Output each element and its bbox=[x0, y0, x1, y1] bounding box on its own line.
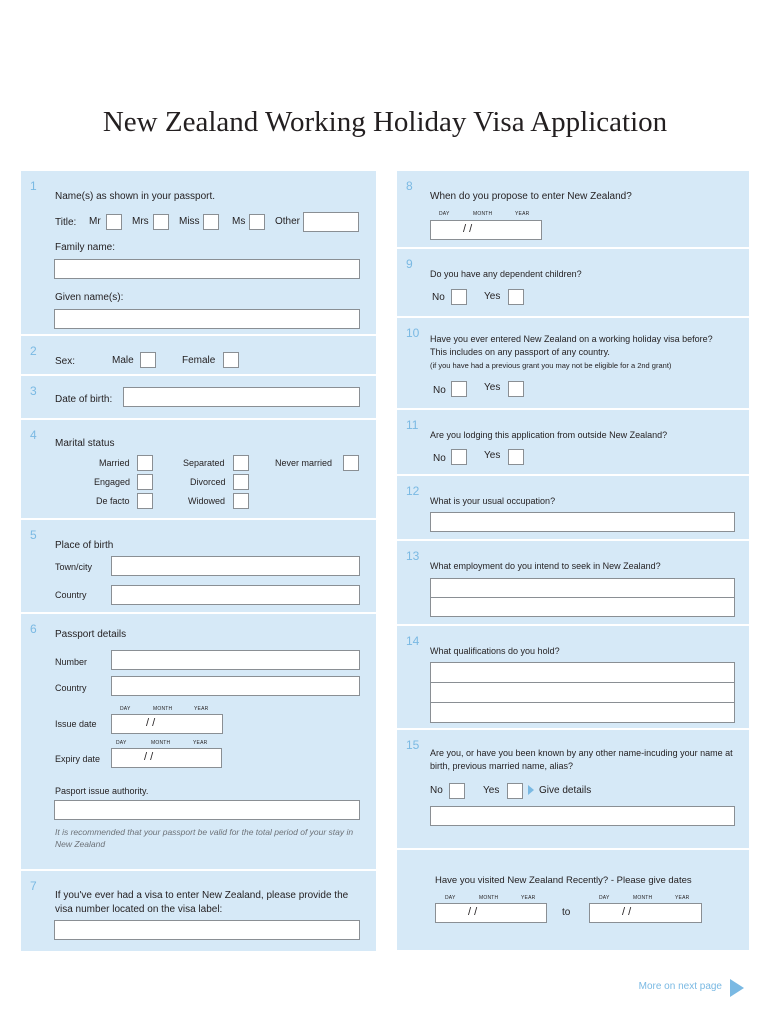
title-miss-checkbox[interactable] bbox=[203, 214, 219, 230]
arrow-right-icon bbox=[528, 785, 534, 795]
married-label: Married bbox=[99, 458, 130, 468]
section-number: 7 bbox=[30, 879, 37, 893]
expiry-date-label: Expiry date bbox=[55, 754, 101, 764]
section-number: 10 bbox=[406, 326, 420, 340]
married-checkbox[interactable] bbox=[137, 455, 153, 471]
section-15-other-names bbox=[397, 730, 749, 850]
section-13-employment bbox=[397, 541, 749, 626]
section-2-sex bbox=[21, 336, 376, 376]
section-8-entry-date bbox=[397, 171, 749, 249]
children-question: Do you have any dependent children? bbox=[430, 269, 582, 279]
section-number: 4 bbox=[30, 428, 37, 442]
other-names-details-field[interactable] bbox=[430, 806, 735, 826]
issue-day-caption: DAY bbox=[120, 706, 131, 712]
section-number: 5 bbox=[30, 528, 37, 542]
title-other-field[interactable] bbox=[303, 212, 359, 232]
other-names-yes-checkbox[interactable] bbox=[507, 783, 523, 799]
entry-month-caption: MONTH bbox=[473, 211, 493, 217]
section-number: 2 bbox=[30, 344, 37, 358]
title-ms-label: Ms bbox=[232, 216, 246, 227]
give-details-text: Give details bbox=[539, 785, 592, 796]
lodging-no-label: No bbox=[433, 453, 446, 464]
date-separators: / / bbox=[463, 223, 473, 235]
children-yes-label: Yes bbox=[484, 291, 501, 302]
town-city-field[interactable] bbox=[111, 556, 360, 576]
passport-validity-note: It is recommended that your passport be valid for the total period of your stay in New Zealand bbox=[55, 827, 354, 849]
left-column bbox=[21, 171, 376, 951]
de-facto-label: De facto bbox=[96, 496, 130, 506]
section-1-names bbox=[21, 171, 376, 336]
occupation-field[interactable] bbox=[430, 512, 735, 532]
lodging-no-checkbox[interactable] bbox=[451, 449, 467, 465]
sex-label: Sex: bbox=[55, 356, 76, 367]
employment-field-2[interactable] bbox=[430, 597, 735, 617]
section-14-qualifications bbox=[397, 626, 749, 730]
section-number: 15 bbox=[406, 738, 420, 752]
separated-label: Separated bbox=[183, 458, 225, 468]
divorced-label: Divorced bbox=[190, 477, 226, 487]
given-names-label: Given name(s): bbox=[55, 292, 124, 303]
female-checkbox[interactable] bbox=[223, 352, 239, 368]
divorced-checkbox[interactable] bbox=[233, 474, 249, 490]
previous-whv-subtext: This includes on any passport of any country. bbox=[430, 347, 610, 357]
date-separators: / / bbox=[146, 717, 156, 729]
section-6-passport bbox=[21, 614, 376, 871]
title-other-label: Other bbox=[275, 216, 301, 227]
section-9-children bbox=[397, 249, 749, 318]
section-number: 12 bbox=[406, 484, 420, 498]
family-name-field[interactable] bbox=[54, 259, 360, 279]
date-separators: / / bbox=[468, 906, 478, 918]
other-names-question: Are you, or have you been known by any other name-incuding your name at birth, previous married name, alias? bbox=[430, 748, 733, 771]
children-yes-checkbox[interactable] bbox=[508, 289, 524, 305]
entry-date-field[interactable] bbox=[430, 220, 542, 240]
issue-date-field[interactable] bbox=[111, 714, 223, 734]
other-names-no-checkbox[interactable] bbox=[449, 783, 465, 799]
section-10-previous-whv bbox=[397, 318, 749, 410]
visit-from-date-field[interactable] bbox=[435, 903, 547, 923]
de-facto-checkbox[interactable] bbox=[137, 493, 153, 509]
previous-visa-question: If you've ever had a visa to enter New Zealand, please provide the visa number located on the visa label: bbox=[55, 890, 349, 915]
employment-question: What employment do you intend to seek in New Zealand? bbox=[430, 561, 661, 571]
other-names-no-label: No bbox=[430, 785, 443, 796]
passport-details-label: Passport details bbox=[55, 629, 127, 640]
marital-status-label: Marital status bbox=[55, 438, 115, 449]
children-no-label: No bbox=[432, 292, 445, 303]
widowed-label: Widowed bbox=[188, 496, 226, 506]
next-page-arrow-icon[interactable] bbox=[730, 979, 744, 997]
issue-date-label: Issue date bbox=[55, 719, 97, 729]
whv-yes-checkbox[interactable] bbox=[508, 381, 524, 397]
never-married-label: Never married bbox=[275, 458, 333, 468]
section-number: 1 bbox=[30, 179, 37, 193]
lodging-question: Are you lodging this application from outside New Zealand? bbox=[430, 430, 668, 440]
passport-number-field[interactable] bbox=[111, 650, 360, 670]
issue-month-caption: MONTH bbox=[153, 706, 173, 712]
issue-authority-label: Pasport issue authority. bbox=[55, 786, 149, 796]
lodging-yes-checkbox[interactable] bbox=[508, 449, 524, 465]
engaged-label: Engaged bbox=[94, 477, 131, 487]
names-label: Name(s) as shown in your passport. bbox=[55, 191, 216, 202]
occupation-question: What is your usual occupation? bbox=[430, 496, 556, 506]
from-year-caption: YEAR bbox=[521, 895, 536, 901]
expiry-date-field[interactable] bbox=[111, 748, 222, 768]
section-recent-visits bbox=[397, 850, 749, 950]
title-miss-label: Miss bbox=[179, 216, 200, 227]
qualifications-field-2[interactable] bbox=[430, 682, 735, 703]
title-mr-label: Mr bbox=[89, 216, 101, 227]
section-number: 14 bbox=[406, 634, 420, 648]
passport-country-label: Country bbox=[55, 683, 87, 693]
section-7-previous-visa bbox=[21, 871, 376, 951]
section-4-marital bbox=[21, 420, 376, 520]
entry-year-caption: YEAR bbox=[515, 211, 530, 217]
recent-visits-question: Have you visited New Zealand Recently? - Please give dates bbox=[435, 875, 692, 886]
to-label: to bbox=[562, 907, 571, 918]
form-title: New Zealand Working Holiday Visa Application bbox=[102, 106, 668, 138]
date-separators: / / bbox=[622, 906, 632, 918]
previous-whv-note: (if you have had a previous grant you may not be eligible for a 2nd grant) bbox=[430, 361, 672, 370]
issue-authority-field[interactable] bbox=[54, 800, 360, 820]
widowed-checkbox[interactable] bbox=[233, 493, 249, 509]
section-number: 3 bbox=[30, 384, 37, 398]
employment-field-1[interactable] bbox=[430, 578, 735, 598]
separated-checkbox[interactable] bbox=[233, 455, 249, 471]
previous-visa-field[interactable] bbox=[54, 920, 360, 940]
to-year-caption: YEAR bbox=[675, 895, 690, 901]
qualifications-field-3[interactable] bbox=[430, 702, 735, 723]
title-mr-checkbox[interactable] bbox=[106, 214, 122, 230]
section-5-birthplace bbox=[21, 520, 376, 614]
to-day-caption: DAY bbox=[599, 895, 610, 901]
whv-yes-label: Yes bbox=[484, 382, 501, 393]
title-label: Title: bbox=[55, 217, 77, 228]
from-month-caption: MONTH bbox=[479, 895, 499, 901]
birth-country-field[interactable] bbox=[111, 585, 360, 605]
section-3-dob bbox=[21, 376, 376, 420]
female-label: Female bbox=[182, 355, 216, 366]
more-on-next-page-link[interactable]: More on next page bbox=[638, 981, 722, 992]
to-month-caption: MONTH bbox=[633, 895, 653, 901]
visit-to-date-field[interactable] bbox=[589, 903, 702, 923]
title-mrs-checkbox[interactable] bbox=[153, 214, 169, 230]
section-number: 8 bbox=[406, 179, 413, 193]
section-number: 13 bbox=[406, 549, 420, 563]
section-number: 6 bbox=[30, 622, 37, 636]
given-names-field[interactable] bbox=[54, 309, 360, 329]
qualifications-field-1[interactable] bbox=[430, 662, 735, 683]
expiry-day-caption: DAY bbox=[116, 740, 127, 746]
title-mrs-label: Mrs bbox=[132, 216, 149, 227]
whv-no-label: No bbox=[433, 385, 446, 396]
engaged-checkbox[interactable] bbox=[137, 474, 153, 490]
passport-country-field[interactable] bbox=[111, 676, 360, 696]
place-of-birth-label: Place of birth bbox=[55, 540, 114, 551]
section-number: 11 bbox=[406, 418, 419, 432]
children-no-checkbox[interactable] bbox=[451, 289, 467, 305]
give-details-label bbox=[528, 785, 591, 796]
date-separators: / / bbox=[144, 751, 154, 763]
right-column bbox=[397, 171, 749, 950]
qualifications-question: What qualifications do you hold? bbox=[430, 646, 560, 656]
entry-date-question: When do you propose to enter New Zealand? bbox=[430, 191, 632, 202]
town-city-label: Town/city bbox=[55, 562, 93, 572]
expiry-month-caption: MONTH bbox=[151, 740, 171, 746]
title-ms-checkbox[interactable] bbox=[249, 214, 265, 230]
dob-label: Date of birth: bbox=[55, 394, 113, 405]
whv-no-checkbox[interactable] bbox=[451, 381, 467, 397]
issue-year-caption: YEAR bbox=[194, 706, 209, 712]
section-12-occupation bbox=[397, 476, 749, 541]
lodging-yes-label: Yes bbox=[484, 450, 501, 461]
section-11-lodging bbox=[397, 410, 749, 476]
passport-number-label: Number bbox=[55, 657, 88, 667]
never-married-checkbox[interactable] bbox=[343, 455, 359, 471]
family-name-label: Family name: bbox=[55, 242, 116, 253]
male-label: Male bbox=[112, 355, 134, 366]
previous-whv-question: Have you ever entered New Zealand on a working holiday visa before? bbox=[430, 334, 713, 344]
dob-field[interactable] bbox=[123, 387, 360, 407]
male-checkbox[interactable] bbox=[140, 352, 156, 368]
other-names-yes-label: Yes bbox=[483, 785, 500, 796]
entry-day-caption: DAY bbox=[439, 211, 450, 217]
section-number: 9 bbox=[406, 257, 413, 271]
birth-country-label: Country bbox=[55, 590, 87, 600]
expiry-year-caption: YEAR bbox=[193, 740, 208, 746]
from-day-caption: DAY bbox=[445, 895, 456, 901]
